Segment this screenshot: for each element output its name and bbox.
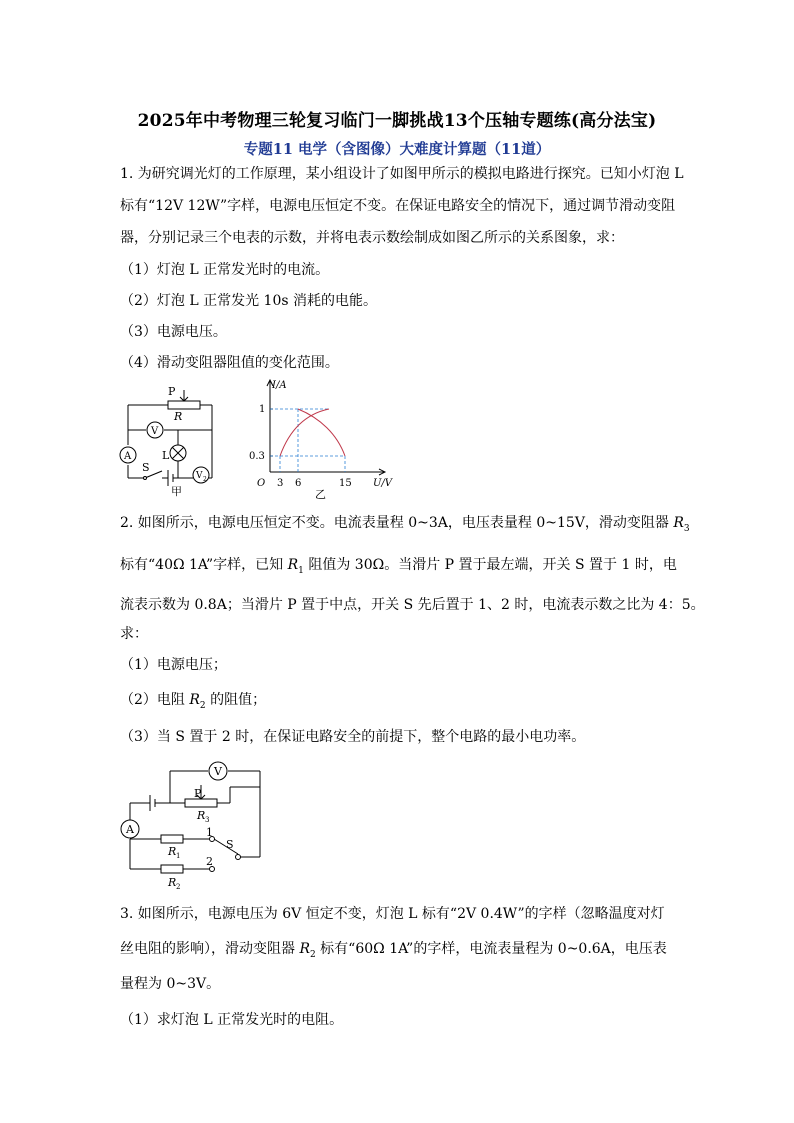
q2-line-1 (120, 513, 690, 539)
ytick-0-3: 0.3 (249, 451, 265, 462)
xtick-3: 3 (277, 478, 284, 489)
q2-var-r3-sub: 3 (683, 523, 690, 534)
q1-part-2: （2）灯泡 L 正常发光 10s 消耗的电能。 (120, 293, 378, 309)
q1-line-3: 器，分别记录三个电表的示数，并将电表示数绘制成如图乙所示的关系图象，求： (120, 230, 624, 246)
caption-jia: 甲 (171, 485, 182, 498)
q3-var-r2-sub: 2 (310, 949, 316, 960)
voltmeter-v2-sub: 2 (203, 476, 207, 483)
label-r: R (174, 410, 183, 423)
q3-line-2-text-b: 标有“60Ω 1A”的字样，电流表量程为 0~0.6A，电压表 (315, 941, 667, 957)
q2-var-r2: R (189, 692, 200, 708)
voltmeter-v: V (214, 765, 222, 778)
q2-line-3: 流表示数为 0.8A；当滑片 P 置于中点，开关 S 先后置于 1、2 时，电流表示数之比为 4：5。 (120, 597, 705, 613)
label-r3: R (197, 809, 206, 822)
graph-ylabel: I/A (272, 380, 287, 391)
q2-part-2-text-b: 的阻值； (205, 692, 267, 708)
q1-part-1: （1）灯泡 L 正常发光时的电流。 (120, 262, 330, 278)
label-r1: R (168, 845, 177, 858)
q3-var-r2: R (299, 941, 310, 957)
voltmeter-v2: V (196, 471, 203, 481)
q1-circuit-diagram (110, 378, 220, 498)
q3-line-2 (120, 939, 667, 965)
label-r3-sub: 3 (205, 816, 210, 824)
voltmeter-v1: V (151, 426, 159, 437)
label-s: S (226, 838, 234, 851)
q2-line-2-text-a: 标有“40Ω 1A”字样，已知 (120, 557, 288, 573)
label-s: S (142, 461, 150, 474)
section-subtitle: 专题11 电学（含图像）大难度计算题（11道） (243, 141, 551, 158)
q1-part-3: （3）电源电压。 (120, 324, 227, 340)
switch-pos-2: 2 (206, 855, 213, 868)
ammeter-a: A (124, 451, 132, 462)
q2-line-1-text: 2. 如图所示，电源电压恒定不变。电流表量程 0~3A，电压表量程 0~15V，滑动变阻器 (120, 515, 674, 531)
label-p: P (168, 385, 176, 398)
ytick-1: 1 (259, 404, 266, 415)
q3-line-1: 3. 如图所示，电源电压为 6V 恒定不变，灯泡 L 标有“2V 0.4W”的字样（忽略温度对灯 (120, 906, 665, 922)
q2-var-r2-sub: 2 (199, 700, 206, 711)
label-r2-sub: 2 (176, 883, 181, 891)
label-r2: R (168, 876, 177, 889)
graph-xlabel: U/V (373, 478, 393, 489)
label-l: L (162, 449, 170, 462)
q1-iu-graph (245, 376, 395, 501)
q2-part-2 (120, 690, 266, 716)
q2-line-2-text-b: 阻值为 30Ω。当滑片 P 置于最左端，开关 S 置于 1 时，电 (303, 557, 677, 573)
label-p: P (194, 787, 202, 800)
q1-part-4: （4）滑动变阻器阻值的变化范围。 (120, 355, 339, 371)
q2-var-r1: R (287, 557, 299, 573)
xtick-15: 15 (339, 478, 352, 489)
switch-pos-1: 1 (206, 826, 213, 839)
q1-line-1: 1. 为研究调光灯的工作原理，某小组设计了如图甲所示的模拟电路进行探究。已知小灯泡 L (120, 166, 684, 182)
xtick-6: 6 (295, 478, 302, 489)
q3-line-3: 量程为 0~3V。 (120, 976, 221, 992)
ammeter-a: A (126, 823, 134, 836)
q2-part-2-text-a: （2）电阻 (120, 692, 190, 708)
caption-yi: 乙 (315, 488, 326, 501)
label-r1-sub: 1 (176, 852, 181, 860)
graph-origin: O (257, 478, 266, 489)
q2-line-4: 求： (120, 626, 148, 642)
q2-part-1: （1）电源电压； (120, 657, 227, 673)
q2-var-r1-sub: 1 (298, 565, 304, 576)
q3-part-1: （1）求灯泡 L 正常发光时的电阻。 (120, 1012, 344, 1028)
q2-circuit-diagram (115, 757, 275, 892)
q3-line-2-text-a: 丝电阻的影响），滑动变阻器 (120, 941, 300, 957)
q1-line-2: 标有“12V 12W”字样，电源电压恒定不变。在保证电路安全的情况下，通过调节滑动变阻 (120, 198, 676, 214)
q2-var-r3: R (673, 515, 684, 531)
q2-part-3: （3）当 S 置于 2 时，在保证电路安全的前提下，整个电路的最小电功率。 (120, 729, 586, 745)
q2-line-2 (120, 555, 677, 581)
page-title: 2025年中考物理三轮复习临门一脚挑战13个压轴专题练(高分法宝) (137, 111, 657, 131)
